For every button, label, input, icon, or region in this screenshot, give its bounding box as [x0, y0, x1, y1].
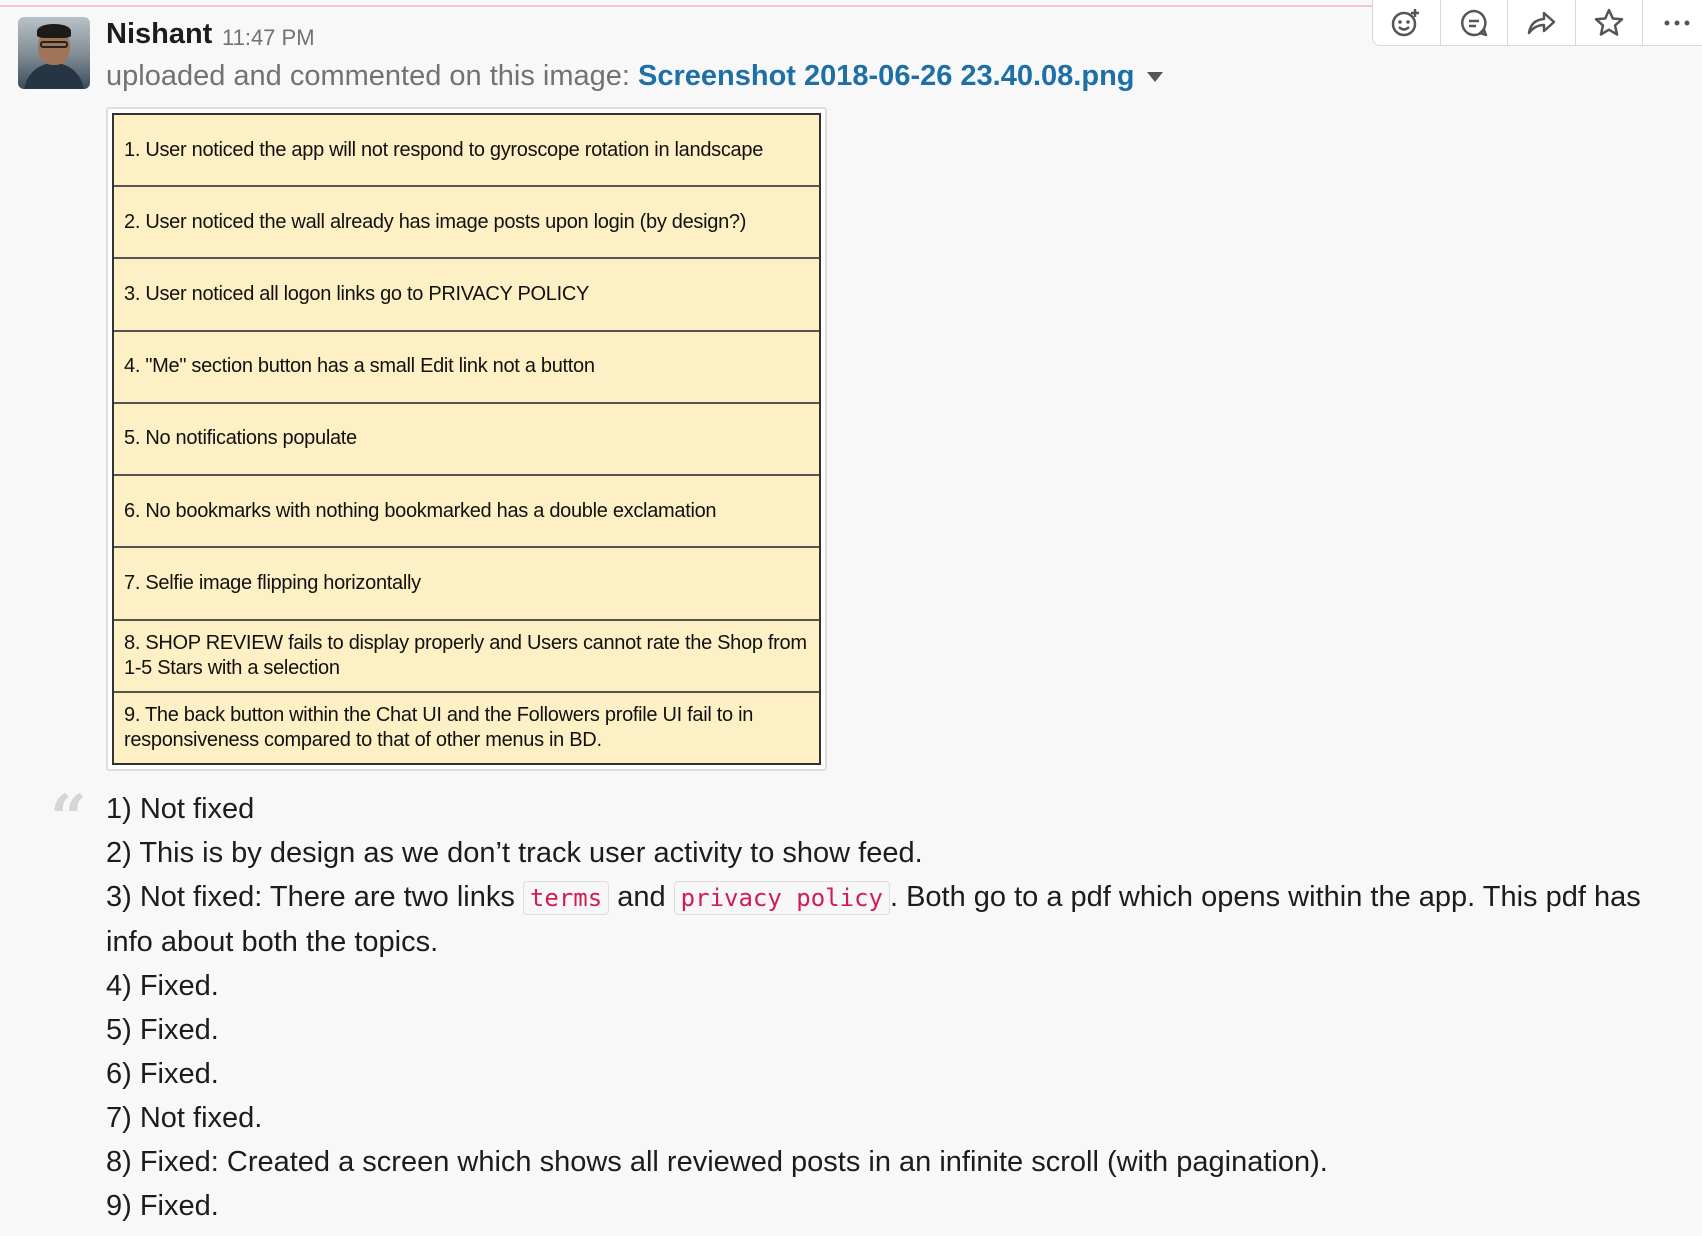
upload-action-line [106, 60, 1163, 93]
comment-line: 5) Fixed. [106, 1014, 219, 1046]
message-actions-toolbar [1372, 0, 1702, 46]
chevron-down-icon[interactable] [1147, 72, 1163, 82]
comment-line [106, 875, 1686, 964]
issue-row: 8. SHOP REVIEW fails to display properly and Users cannot rate the Shop from 1-5 Stars with a selection [114, 621, 819, 693]
comment-line: 9) Fixed. [106, 1190, 219, 1222]
start-thread-button[interactable] [1441, 0, 1509, 45]
comment-line: 8) Fixed: Created a screen which shows all reviewed posts in an infinite scroll (with pagination). [106, 1146, 1328, 1178]
comment-text: 3) Not fixed: There are two links [106, 881, 523, 913]
issue-row: 2. User noticed the wall already has image posts upon login (by design?) [114, 187, 819, 259]
more-actions-button[interactable] [1643, 0, 1702, 45]
action-text: uploaded and commented on this image: [106, 60, 639, 92]
comment-line: 2) This is by design as we don’t track user activity to show feed. [106, 837, 923, 869]
share-icon [1525, 7, 1557, 39]
add-reaction-button[interactable] [1373, 0, 1441, 45]
image-attachment[interactable] [106, 107, 827, 771]
comment-text: and [609, 881, 674, 913]
star-button[interactable] [1576, 0, 1644, 45]
file-name-link[interactable]: Screenshot 2018-06-26 23.40.08.png [638, 60, 1135, 92]
comment-line: 7) Not fixed. [106, 1102, 263, 1134]
issue-row: 6. No bookmarks with nothing bookmarked has a double exclamation [114, 476, 819, 548]
comment-body [106, 787, 1686, 1228]
sender-name[interactable]: Nishant [106, 18, 213, 50]
start-thread-icon [1458, 7, 1490, 39]
add-reaction-icon [1390, 7, 1422, 39]
comment-line: 4) Fixed. [106, 970, 219, 1002]
avatar[interactable] [18, 17, 90, 89]
share-button[interactable] [1508, 0, 1576, 45]
issue-row: 1. User noticed the app will not respond to gyroscope rotation in landscape [114, 115, 819, 187]
inline-code-privacy-policy: privacy policy [674, 881, 890, 915]
inline-code-terms: terms [523, 881, 609, 915]
more-actions-icon [1661, 7, 1693, 39]
comment-line: 1) Not fixed [106, 793, 255, 825]
message-timestamp[interactable]: 11:47 PM [222, 25, 315, 50]
issue-row: 4. "Me" section button has a small Edit link not a button [114, 332, 819, 404]
comment-text: . Both go to a pdf which opens within the app. This pdf has info about both the topics. [106, 881, 1641, 958]
comment-line: 6) Fixed. [106, 1058, 219, 1090]
issue-row: 7. Selfie image flipping horizontally [114, 548, 819, 620]
issue-row: 3. User noticed all logon links go to PRIVACY POLICY [114, 259, 819, 331]
quote-icon: “ [50, 781, 87, 856]
issue-row: 5. No notifications populate [114, 404, 819, 476]
star-icon [1593, 7, 1625, 39]
unread-divider [0, 5, 1376, 7]
issue-row: 9. The back button within the Chat UI and the Followers profile UI fail to in responsiveness compared to that of other menus in BD. [124, 703, 754, 751]
issue-list-image [112, 113, 821, 765]
